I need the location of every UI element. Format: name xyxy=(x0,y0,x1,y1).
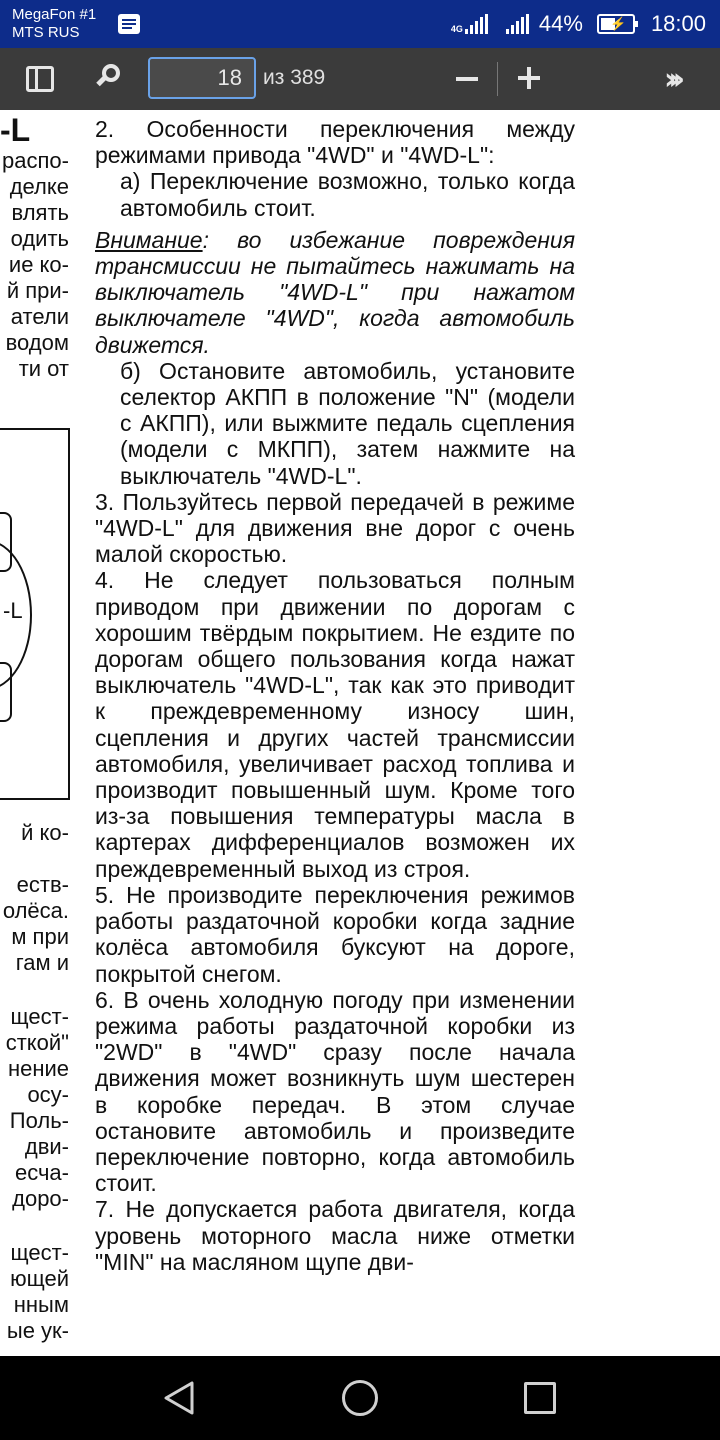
carrier-line2: MTS RUS xyxy=(12,24,80,41)
zoom-out-icon[interactable] xyxy=(456,77,478,81)
document-page[interactable] xyxy=(0,110,720,1356)
left-fragment: одить xyxy=(10,226,69,251)
pdf-toolbar xyxy=(0,48,720,110)
warning-text: : во избежание повреждения трансмиссии не пытайтесь нажимать на выключатель "4WD-L" при нажатом выключателе "4WD", когда автомобиль движется. xyxy=(95,226,575,358)
left-fragment: щест- xyxy=(10,1240,69,1265)
left-fragment: распо- xyxy=(2,148,69,173)
item-4: 4. Не следует пользоваться полным приводом при движении по дорогам с хорошим твёрдым покрытием. Не ездите по дорогам общего пользования когда нажат выключатель "4WD-L", так как это приводит к преждевременному износу шин, сцепления и других частей трансмиссии автомобиля, увеличивает расход топлива и производит повышенный шум. Кроме того из-за повышения температуры масла в картерах дифференциалов возможен их преждевременный выход из строя. xyxy=(95,567,575,882)
left-fragment: нным xyxy=(13,1292,69,1317)
left-fragment: щест- xyxy=(10,1004,69,1029)
item-2a: а) Переключение возможно, только когда автомобиль стоит. xyxy=(120,168,575,221)
left-fragment: ые ук- xyxy=(6,1318,69,1343)
carrier-line1: MegaFon #1 xyxy=(12,6,97,23)
signal-icon-sim1 xyxy=(465,14,488,34)
left-fragment: м при xyxy=(11,924,69,949)
item-2: 2. Особенности переключения между режимами привода "4WD" и "4WD-L": xyxy=(95,116,575,169)
left-fragment: сткой" xyxy=(5,1030,69,1055)
left-fragment: гам и xyxy=(15,950,69,975)
search-icon[interactable] xyxy=(96,62,126,92)
left-fragment: й при- xyxy=(6,278,69,303)
main-text-column xyxy=(95,116,575,1275)
message-notification-icon xyxy=(118,14,140,34)
left-fragment: делке xyxy=(9,174,69,199)
item-7: 7. Не допускается работа двигателя, когда уровень моторного масла ниже отметки "MIN" на масляном щупе дви- xyxy=(95,1196,575,1275)
left-fragment: еств- xyxy=(16,872,69,897)
left-fragment: осу- xyxy=(27,1082,69,1107)
left-column-fragments xyxy=(0,110,72,1356)
left-fragment: ие ко- xyxy=(8,252,69,277)
battery-charging-icon: ⚡ xyxy=(597,14,635,34)
left-fragment: Поль- xyxy=(9,1108,69,1133)
zoom-in-icon[interactable] xyxy=(518,67,540,89)
home-icon[interactable] xyxy=(342,1380,378,1416)
navigation-bar xyxy=(0,1356,720,1440)
switch-figure xyxy=(0,428,70,800)
page-number-input[interactable]: 18 xyxy=(148,57,256,99)
item-3: 3. Пользуйтесь первой передачей в режиме "4WD-L" для движения вне дорог с очень малой скоростью. xyxy=(95,488,575,568)
next-page-icon[interactable]: ››› xyxy=(664,62,678,97)
left-fragment: й ко- xyxy=(21,820,69,845)
left-fragment: атели xyxy=(10,304,69,329)
warning-label: Внимание xyxy=(95,226,203,253)
signal-icon-sim2 xyxy=(506,14,529,34)
battery-percent: 44% xyxy=(538,11,583,36)
left-fragment: водом xyxy=(5,330,69,355)
carrier-info xyxy=(12,6,96,42)
recent-apps-icon[interactable] xyxy=(524,1382,556,1414)
clock: 18:00 xyxy=(650,11,706,36)
item-5: 5. Не производите переключения режимов работы раздаточной коробки когда задние колёса автомобиля буксуют на дороге, покрытой снегом. xyxy=(95,881,575,987)
left-fragment: доро- xyxy=(12,1186,69,1211)
network-type: 4G xyxy=(450,24,463,34)
toolbar-divider xyxy=(497,62,498,96)
figure-label: -L xyxy=(3,598,23,623)
figure-tab-bottom xyxy=(0,662,12,722)
item-2b: б) Остановите автомобиль, установите селектор АКПП в положение "N" (модели с АКПП), или выжмите педаль сцепления (модели с МКПП), затем нажмите на выключатель "4WD-L". xyxy=(120,357,575,489)
left-fragment: влять xyxy=(11,200,69,225)
left-fragment: ющей xyxy=(10,1266,69,1291)
back-icon[interactable] xyxy=(162,1380,198,1416)
warning-paragraph xyxy=(95,227,575,358)
left-fragment: есча- xyxy=(14,1160,69,1185)
left-fragment: ти от xyxy=(18,356,69,381)
left-fragment: нение xyxy=(7,1056,69,1081)
sidebar-toggle-icon[interactable] xyxy=(26,66,54,92)
left-heading-fragment: -L xyxy=(0,112,31,148)
left-fragment: олёса. xyxy=(2,898,69,923)
status-bar xyxy=(0,0,720,48)
item-6: 6. В очень холодную погоду при изменении режима работы раздаточной коробки из "2WD" в "4WD" сразу после начала движения может возникнуть шум шестерен в коробке передач. В этом случае остановите автомобиль и произведите переключение повторно, когда автомобиль стоит. xyxy=(95,986,575,1197)
page-total-label: из 389 xyxy=(263,66,326,89)
left-fragment: дви- xyxy=(24,1134,69,1159)
